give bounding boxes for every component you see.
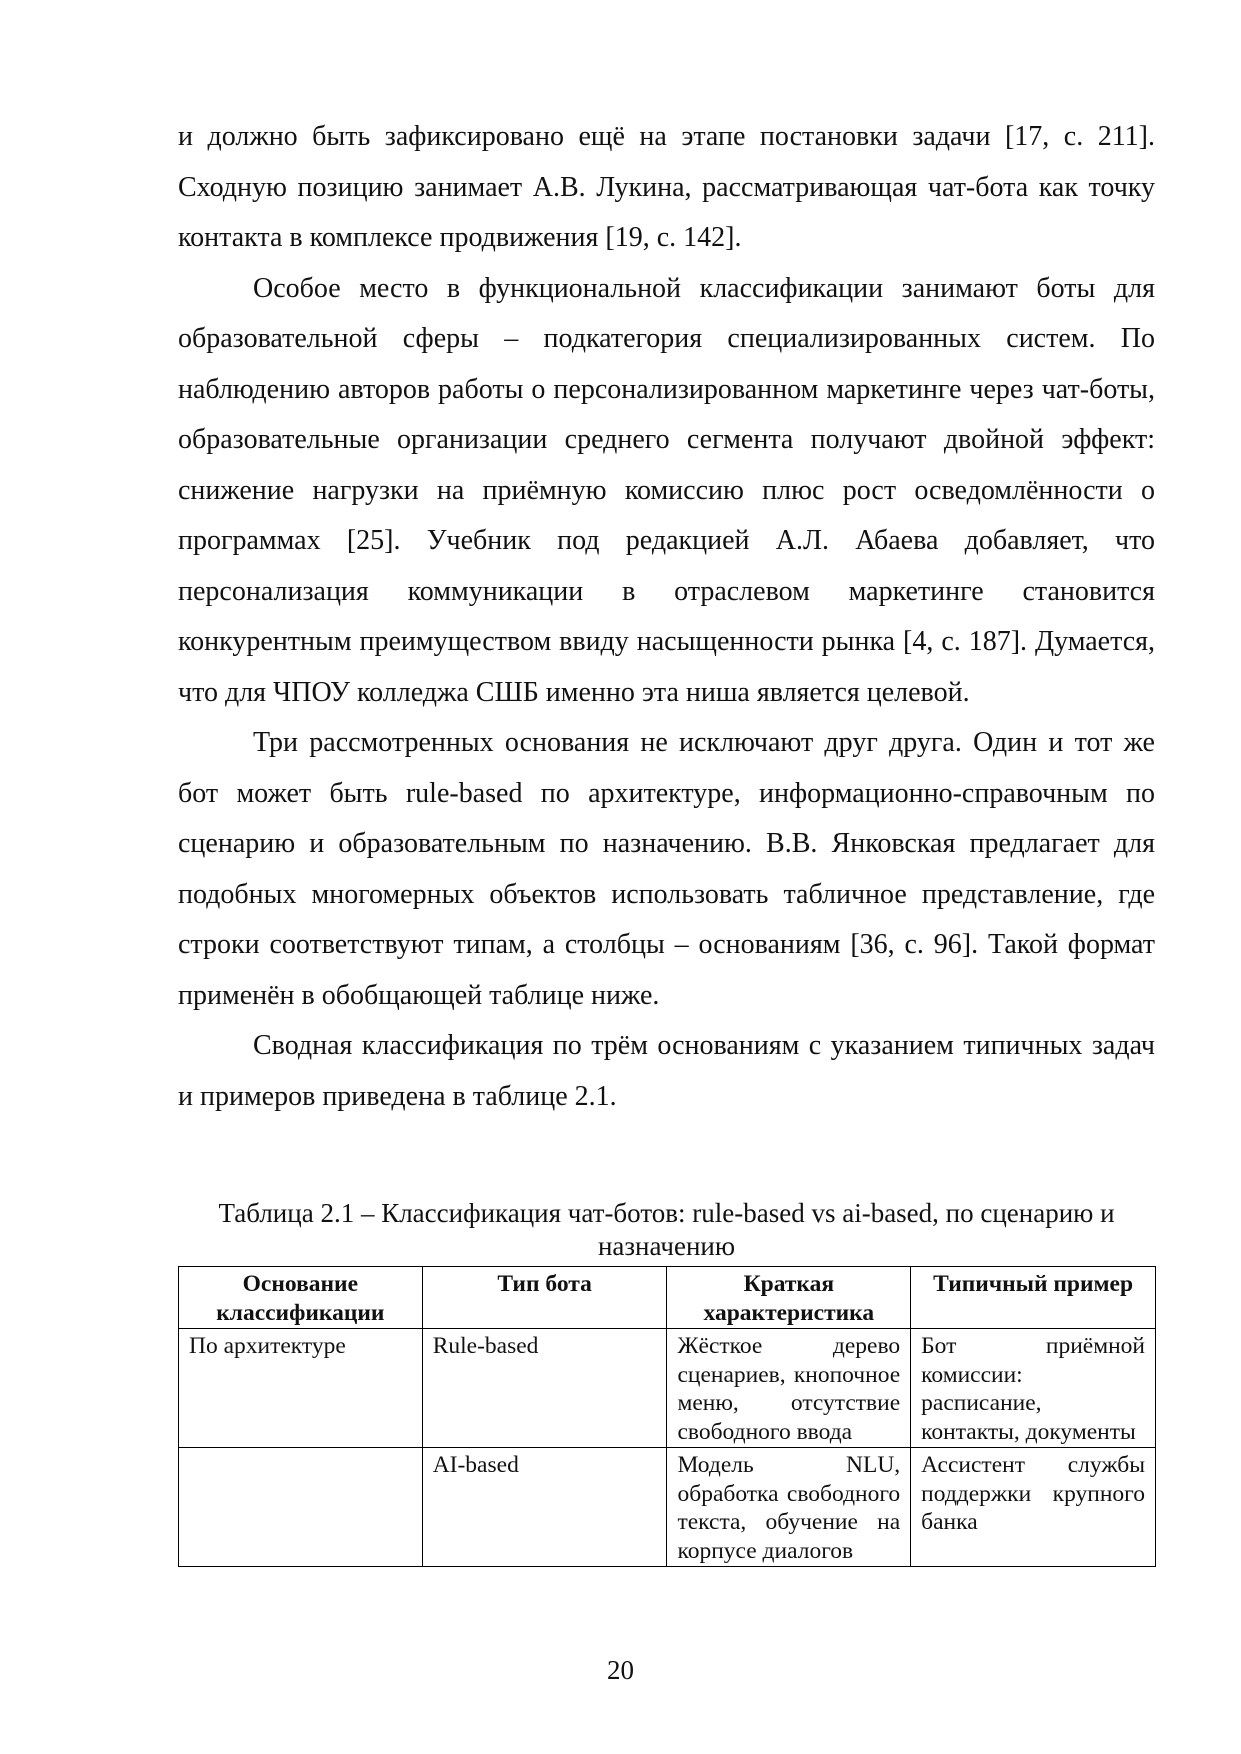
header-description: Краткая характеристика bbox=[667, 1267, 911, 1329]
table-header-row bbox=[179, 1267, 1156, 1329]
table-cell-description: Модель NLU, обработка свободного текста, обучение на корпусе диалогов bbox=[667, 1448, 911, 1567]
header-bot-type: Тип бота bbox=[422, 1267, 667, 1329]
table-row bbox=[179, 1329, 1156, 1448]
paragraph-1: и должно быть зафиксировано ещё на этапе постановки задачи [17, с. 211]. Сходную позицию занимает А.В. Лукина, рассматривающая чат-бота как точку контакта в комплексе продвижения [19, с. 142]. bbox=[178, 121, 1155, 253]
paragraph-2: Особое место в функциональной классификации занимают боты для образовательной сферы – подкатегория специализированных систем. По наблюдению авторов работы о персонализированном маркетинге через чат-боты, образовательные организации среднего сегмента получают двойной эффект: снижение нагрузки на приёмную комиссию плюс рост осведомлённости о программах [25]. Учебник под редакцией А.Л. Абаева добавляет, что персонализация коммуникации в отраслевом маркетинге становится конкурентным преимуществом ввиду насыщенности рынка [4, с. 187]. Думается, что для ЧПОУ колледжа СШБ именно эта ниша является целевой. bbox=[178, 272, 1155, 708]
page-number: 20 bbox=[607, 1655, 634, 1685]
header-basis: Основание классификации bbox=[179, 1267, 423, 1329]
table-row bbox=[179, 1448, 1156, 1567]
table-cell-example: Ассистент службы поддержки крупного банка bbox=[911, 1448, 1156, 1567]
table-cell-basis: По архитектуре bbox=[179, 1329, 423, 1448]
paragraph-3: Три рассмотренных основания не исключают друг друга. Один и тот же бот может быть rule-based по архитектуре, информационно-справочным по сценарию и образовательным по назначению. В.В. Янковская предлагает для подобных многомерных объектов использовать табличное представление, где строки соответствуют типам, а столбцы – основаниям [36, с. 96]. Такой формат применён в обобщающей таблице ниже. bbox=[178, 727, 1155, 1011]
table-caption: Таблица 2.1 – Классификация чат-ботов: rule-based vs ai-based, по сценарию и назначению bbox=[218, 1198, 1115, 1261]
table-cell-bot-type: Rule-based bbox=[422, 1329, 667, 1448]
paragraph-4: Сводная классификация по трём основаниям с указанием типичных задач и примеров приведена в таблице 2.1. bbox=[178, 1030, 1155, 1112]
table-cell-example: Бот приёмной комиссии: расписание, контакты, документы bbox=[911, 1329, 1156, 1448]
table-cell-basis bbox=[179, 1448, 423, 1567]
classification-table bbox=[178, 1266, 1156, 1567]
header-example: Типичный пример bbox=[911, 1267, 1156, 1329]
body-text bbox=[178, 112, 1155, 1122]
table-cell-description: Жёсткое дерево сценариев, кнопочное меню, отсутствие свободного ввода bbox=[667, 1329, 911, 1448]
table-cell-bot-type: AI-based bbox=[422, 1448, 667, 1567]
